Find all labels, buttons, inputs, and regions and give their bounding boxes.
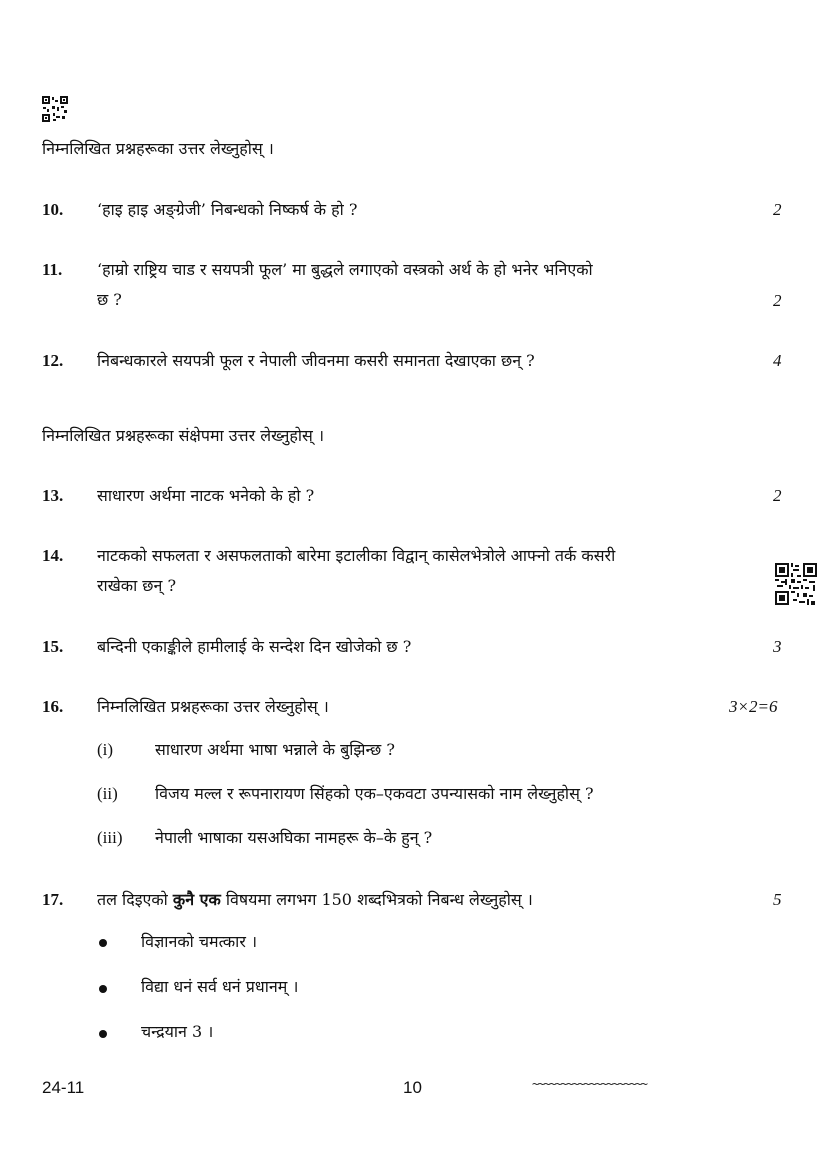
section-instruction: निम्नलिखित प्रश्नहरूका संक्षेपमा उत्तर लेख्नुहोस् ।: [42, 426, 325, 445]
sub-question-label: (i): [97, 740, 114, 759]
question-text: ‘हाइ हाइ अङ्ग्रेजी’ निबन्धको निष्कर्ष के हो ?: [97, 200, 358, 219]
question-text-continued: राखेका छन् ?: [97, 576, 177, 595]
question-text-continued: छ ?: [97, 290, 122, 309]
sub-question-label: (ii): [97, 784, 118, 803]
question-marks: 3×2=6: [729, 697, 778, 716]
bullet-icon: [99, 985, 107, 993]
page-number: 10: [403, 1078, 422, 1097]
emphasis-text: कुनै एक: [172, 890, 221, 909]
question-marks: 4: [773, 351, 782, 370]
question-number: 17.: [42, 890, 64, 909]
question-text: साधारण अर्थमा नाटक भनेको के हो ?: [97, 486, 315, 505]
qr-code-icon: [775, 563, 817, 605]
question-text: निम्नलिखित प्रश्नहरूका उत्तर लेख्नुहोस् ।: [97, 697, 329, 716]
footer-decoration: ~~~~~~~~~~~~~~~~~~~~: [532, 1077, 647, 1091]
question-text: नाटकको सफलता र असफलताको बारेमा इटालीका विद्वान् कासेलभेत्रोले आफ्नो तर्क कसरी: [97, 546, 616, 565]
question-marks: 2: [773, 291, 782, 310]
question-number: 11.: [42, 260, 63, 279]
question-text: निबन्धकारले सयपत्री फूल र नेपाली जीवनमा कसरी समानता देखाएका छन् ?: [97, 351, 535, 370]
sub-question-label: (iii): [97, 828, 123, 847]
question-text: बन्दिनी एकाङ्कीले हामीलाई के सन्देश दिन खोजेको छ ?: [97, 637, 412, 656]
sub-question-text: विजय मल्ल र रूपनारायण सिंहको एक–एकवटा उपन्यासको नाम लेख्नुहोस् ?: [155, 784, 594, 803]
question-number: 14.: [42, 546, 64, 565]
paper-code: 24-11: [42, 1078, 85, 1097]
question-marks: 2: [773, 200, 782, 219]
question-text: तल दिइएको कुनै एक विषयमा लगभग 150 शब्दभित्रको निबन्ध लेख्नुहोस् ।: [97, 890, 533, 909]
essay-topic: विद्या धनं सर्व धनं प्रधानम् ।: [141, 977, 299, 996]
question-marks: 2: [773, 486, 782, 505]
essay-topic: विज्ञानको चमत्कार ।: [141, 932, 258, 951]
bullet-icon: [99, 1030, 107, 1038]
sub-question-text: साधारण अर्थमा भाषा भन्नाले के बुझिन्छ ?: [155, 740, 395, 759]
essay-topic: चन्द्रयान 3 ।: [141, 1022, 214, 1041]
question-number: 15.: [42, 637, 64, 656]
bullet-icon: [99, 939, 107, 947]
qr-code-icon: [42, 96, 68, 122]
question-number: 13.: [42, 486, 64, 505]
section-instruction: निम्नलिखित प्रश्नहरूका उत्तर लेख्नुहोस् ।: [42, 139, 274, 158]
question-number: 10.: [42, 200, 64, 219]
question-number: 16.: [42, 697, 64, 716]
question-marks: 5: [773, 890, 782, 909]
question-marks: 3: [773, 637, 782, 656]
question-number: 12.: [42, 351, 64, 370]
sub-question-text: नेपाली भाषाका यसअघिका नामहरू के–के हुन् ?: [155, 828, 433, 847]
question-text: ‘हाम्रो राष्ट्रिय चाड र सयपत्री फूल’ मा बुद्धले लगाएको वस्त्रको अर्थ के हो भनेर भनिएको: [97, 260, 593, 279]
